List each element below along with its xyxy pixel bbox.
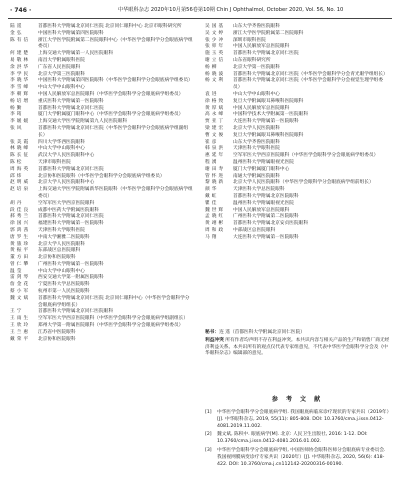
member-name: 吴 文 婷 bbox=[205, 30, 224, 36]
member-row bbox=[205, 167, 390, 174]
member-affiliation: 空军军医大学西京医院眼科（中华医学会眼科学分会眼底病学组副组长） bbox=[38, 316, 189, 322]
member-name: 戴 虹 bbox=[205, 193, 217, 199]
member-affiliation: 大连医科大学附属第一医院眼科 bbox=[233, 234, 299, 240]
member-affiliation: 中国人民解放军总医院眼科 bbox=[233, 105, 290, 111]
member-name: 陆 遥 bbox=[10, 24, 22, 29]
member-row bbox=[205, 221, 390, 228]
member-row bbox=[10, 38, 193, 52]
member-affiliation: 中国人民解放军总医院眼科 bbox=[233, 44, 290, 50]
page-number: · 746 · bbox=[10, 7, 32, 14]
member-affiliation: 广州医科大学附属第一医院眼科 bbox=[38, 261, 104, 267]
member-row bbox=[10, 126, 193, 140]
member-affiliation: 北京大学第三医院眼科 bbox=[38, 71, 85, 77]
member-affiliation: 复旦大学附属眼耳鼻喉科医院眼科 bbox=[233, 98, 304, 104]
member-affiliation: 北京大学人民医院眼科（中华医学会眼科学分会眼底病学组前组长） bbox=[233, 180, 374, 186]
reference-number: [3] bbox=[205, 447, 212, 453]
member-row bbox=[10, 119, 193, 126]
member-row bbox=[205, 24, 390, 31]
member-affiliation: 深圳市眼科医院 bbox=[233, 37, 266, 43]
member-name: 林 晓 峰 bbox=[10, 146, 29, 152]
member-name: 李 朝 辉 bbox=[10, 91, 29, 97]
member-row bbox=[205, 153, 390, 160]
member-row bbox=[205, 31, 390, 38]
member-name: 周 和 政 bbox=[205, 227, 224, 233]
member-affiliation: 首都医科大学附属北京同仁医院眼科 bbox=[38, 309, 114, 315]
member-name: 蔡 小 军 bbox=[10, 289, 29, 295]
member-name: 高 永 峰 bbox=[205, 112, 224, 118]
member-name: 黄 厚 斌 bbox=[205, 105, 224, 111]
member-affiliation: 重庆医科大学附属第一医院眼科 bbox=[38, 98, 104, 104]
member-name: 杨 柳 bbox=[205, 64, 217, 70]
member-row bbox=[205, 92, 390, 99]
member-row bbox=[205, 58, 390, 65]
member-affiliation: 首都医科大学附属北京同仁医院（中华医学会眼科学分会青光眼学组组长） bbox=[233, 71, 388, 77]
member-affiliation: 上海交通大学医学院附属新华医院眼科（中华医学会眼科学分会眼底病学组委员） bbox=[38, 187, 193, 199]
secretary-text: 连 遥（首都医科大学附属北京同仁医院） bbox=[219, 330, 305, 335]
member-affiliation: 首都医科大学附属北京同仁医院 北京同仁眼科中心（中华医学会眼科学分会眼底病学组组长） bbox=[38, 295, 190, 308]
member-name: 杨 文 利 bbox=[205, 78, 224, 84]
member-row bbox=[10, 187, 193, 201]
member-affiliation: 厦门大学附属厦门眼科中心（中华医学会眼科学分会眼底病学组委员） bbox=[38, 112, 184, 118]
member-row bbox=[10, 51, 193, 58]
member-row bbox=[10, 323, 193, 330]
member-name: 曹 文 俊 bbox=[205, 132, 224, 138]
member-name: 孟 晓 红 bbox=[205, 214, 224, 220]
member-row bbox=[10, 228, 193, 235]
member-affiliation: 浙江大学医学院附属第二医院眼科 bbox=[233, 30, 304, 36]
member-name: 张 美 霞 bbox=[10, 139, 29, 145]
member-affiliation: 中部战区总医院眼科 bbox=[233, 227, 276, 233]
member-name: 王 宁 bbox=[10, 309, 22, 315]
member-row bbox=[10, 296, 193, 310]
member-row bbox=[10, 289, 193, 296]
member-row bbox=[10, 221, 193, 228]
member-affiliation: 天津市眼科医院 bbox=[38, 159, 71, 165]
member-name: 温 莹 bbox=[10, 268, 22, 274]
member-row bbox=[205, 99, 390, 106]
member-row bbox=[205, 235, 390, 242]
reference-text: 中华医学会眼科学分会眼底病学组, 中国医师协会眼科医师分会眼底病专业委员会. 我国视网膜病变诊疗专家共识（2020年）[J]. 中华眼科杂志, 2020, 56(6): 418-422. DOI: 10.3760/cma.j.cn112142-20200316-00190. bbox=[217, 447, 386, 467]
member-affiliation: 温州医科大学附属眼视光医院 bbox=[233, 200, 294, 206]
member-name: 杨 培 增 bbox=[10, 98, 29, 104]
member-affiliation: 山东大学齐鲁医院眼科 bbox=[233, 139, 280, 145]
member-row bbox=[10, 92, 193, 99]
member-name: 黎 晓 新 bbox=[205, 180, 224, 186]
member-name: 袁 进 bbox=[205, 91, 217, 97]
member-name: 杨 晓 波 bbox=[205, 71, 224, 77]
member-row bbox=[10, 235, 193, 242]
conflict-text: 所有作者均声明不存在利益冲突。本共识内容与相关产品的生产和销售厂商无经济利益关系。本共识所有的观点仅代表专家组意见，不代表中华医学会眼科学分会及《中华眼科杂志》编辑部的意见。 bbox=[205, 337, 390, 357]
member-name: 谢 田 寿 bbox=[205, 166, 224, 172]
member-affiliation: 中山大学中山眼科中心 bbox=[38, 85, 85, 91]
member-name: 何 建 楚 bbox=[10, 51, 29, 57]
member-affiliation: 浙江大学医学院附属第二医院眼科中心（中华医学会眼科学分会眼底病学组委员） bbox=[38, 37, 193, 50]
member-name: 赵 培 泉 bbox=[10, 187, 29, 193]
committee-list-right bbox=[205, 24, 390, 242]
member-name: 张 风 bbox=[10, 125, 22, 131]
member-affiliation: 四川大学华西医院眼科 bbox=[38, 139, 85, 145]
journal-info: 中华眼科杂志 2020年10月第56卷第10期 Chin J Ophthalmol, October 2020, Vol. 56, No. 10 bbox=[118, 7, 344, 13]
member-name: 雷 剑 琴 bbox=[10, 275, 29, 281]
member-row bbox=[205, 201, 390, 208]
member-affiliation: 大连医科大学附属第一医院眼科 bbox=[233, 119, 299, 125]
member-name: 陈 松 bbox=[10, 159, 22, 165]
conflict-label: 利益冲突 bbox=[205, 337, 224, 343]
member-affiliation: 郑州大学第一附属医院眼科（中华医学会眼科学分会眼底病学组委员） bbox=[38, 323, 184, 329]
member-row bbox=[205, 78, 390, 92]
member-row bbox=[10, 330, 193, 337]
member-affiliation: 中国医科大学附属第四医院眼科 bbox=[38, 30, 104, 36]
member-affiliation: 山东省眼科研究所 bbox=[233, 57, 271, 63]
member-name: 魏 世 辉 bbox=[205, 207, 224, 213]
committee-list-left bbox=[10, 24, 193, 343]
member-name: 韩 泉 洪 bbox=[205, 146, 224, 152]
member-row bbox=[205, 126, 390, 133]
member-affiliation: 首都医科大学附属北京同仁医院（中华医学会眼科学分会视觉生理学组委员） bbox=[233, 78, 384, 91]
member-name: 黄 翊 彬 bbox=[205, 221, 224, 227]
member-affiliation: 首都医科大学附属北京同仁医院（中华医学会眼科学分会眼底病学组副组长） bbox=[38, 125, 189, 138]
reference-item bbox=[205, 410, 390, 430]
member-affiliation: 广州医科大学附属第二医院眼科 bbox=[233, 214, 299, 220]
member-name: 詹 金 花 bbox=[10, 282, 29, 288]
member-affiliation: 北京大学第一医院眼科 bbox=[233, 64, 280, 70]
member-name: 程 湧 bbox=[205, 159, 217, 165]
member-name: 黄 旅 珍 bbox=[10, 241, 29, 247]
member-name: 张 卯 年 bbox=[205, 44, 224, 50]
member-affiliation: 江苏省中医院眼科 bbox=[38, 329, 76, 335]
member-row bbox=[205, 160, 390, 167]
member-affiliation: 中山大学中山眼科中心 bbox=[233, 91, 280, 97]
member-name: 杨 勤 bbox=[10, 105, 22, 111]
member-name: 贾 亚 丁 bbox=[205, 119, 224, 125]
member-affiliation: 北京协和医院眼科 bbox=[38, 255, 76, 261]
member-affiliation: 中国科学技术大学附属第一医院眼科 bbox=[233, 112, 309, 118]
member-affiliation: 天津医科大学眼科医院 bbox=[233, 146, 280, 152]
member-name: 颜 华 bbox=[205, 187, 217, 193]
member-affiliation: 中国医科大学附属第四医院眼科（中华医学会眼科学分会眼底病学组委员） bbox=[38, 78, 193, 84]
member-name: 戴 荣 平 bbox=[10, 336, 29, 342]
member-row bbox=[10, 85, 193, 92]
member-row bbox=[10, 24, 193, 31]
member-affiliation: 成都中医药大学附属医院眼科 bbox=[38, 207, 99, 213]
member-affiliation: 首都医科大学附属北京医院眼科 bbox=[233, 193, 299, 199]
member-affiliation: 首都医科大学附属北京同仁医院 bbox=[233, 51, 299, 57]
member-name: 王 欣 玲 bbox=[10, 323, 29, 329]
member-affiliation: 福建医科大学附属第一医院眼科 bbox=[38, 221, 104, 227]
reference-text: 中华医学会眼科学分会眼底病学组. 我国眼底病临床诊疗现状的专家共识（2019年）[J]. 中华眼科杂志, 2019, 55(11): 805-808. DOI: 10.3760/cma.j.issn.0412-4081.2019.11.002. bbox=[217, 410, 389, 429]
member-affiliation: 南通大学附属医院眼科 bbox=[233, 173, 280, 179]
member-affiliation: 北京大学人民医院眼科 bbox=[233, 125, 280, 131]
member-name: 唐 罗 生 bbox=[10, 234, 29, 240]
member-name: 曾 仁 攀 bbox=[10, 261, 29, 267]
member-name: 马 翔 bbox=[205, 234, 217, 240]
member-row bbox=[205, 133, 390, 140]
member-affiliation: 广东省人民医院眼科 bbox=[38, 64, 81, 70]
member-name: 金 弘 bbox=[10, 30, 22, 36]
member-name: 易 敬 林 bbox=[10, 57, 29, 63]
member-affiliation: 中南大学湘雅二医院眼科 bbox=[38, 234, 90, 240]
member-name: 王 雨 生 bbox=[10, 316, 29, 322]
member-row bbox=[10, 201, 193, 208]
member-name: 陈 长 征 bbox=[10, 153, 29, 159]
member-row bbox=[205, 51, 390, 58]
member-name: 瞿 佳 bbox=[205, 200, 217, 206]
member-affiliation: 首都医科大学附属北京同仁医院 bbox=[38, 214, 104, 220]
member-name: 崔 彦 bbox=[205, 139, 217, 145]
member-affiliation: 西安交通大学第一附属医院眼科 bbox=[38, 275, 104, 281]
member-affiliation: 天津医科大学总医院眼科 bbox=[233, 187, 285, 193]
secretary-label: 秘书： bbox=[205, 330, 220, 335]
member-name: 李 媛 媛 bbox=[10, 119, 29, 125]
member-affiliation: 复旦大学附属眼耳鼻喉科医院眼科 bbox=[233, 132, 304, 138]
member-affiliation: 北京大学人民医院眼科 bbox=[38, 241, 85, 247]
member-affiliation: 首都医科大学附属北京安贞医院眼科 bbox=[233, 221, 309, 227]
member-affiliation: 空军军医大学西京医院眼科（中华医学会眼科学分会眼底病学组委员） bbox=[233, 153, 379, 159]
secretary-note bbox=[205, 330, 390, 337]
member-affiliation: 首都医科大学附属北京同仁医院 bbox=[38, 166, 104, 172]
member-name: 赵 明 威 bbox=[10, 180, 29, 186]
member-name: 李 雪 峰 bbox=[10, 85, 29, 91]
member-name: 管 怀 进 bbox=[205, 173, 224, 179]
member-affiliation: 厦门大学附属厦门眼科中心 bbox=[233, 166, 290, 172]
member-affiliation: 东部战区总医院眼科 bbox=[38, 248, 81, 254]
member-name: 徐 国 兴 bbox=[10, 221, 29, 227]
member-affiliation: 空军军医大学西京医院眼科 bbox=[38, 200, 95, 206]
member-name: 徐 格 致 bbox=[205, 98, 224, 104]
member-name: 郭 鸿 茜 bbox=[10, 227, 29, 233]
member-affiliation: 首都医科大学附属北京同仁医院 北京同仁眼科中心 北京市眼科研究所 bbox=[38, 24, 182, 29]
references-heading: 参 考 文 献 bbox=[271, 396, 324, 403]
member-name: 李 筠 bbox=[10, 112, 22, 118]
member-name: 郝 秀 兰 bbox=[10, 214, 29, 220]
member-name: 梁 建 宏 bbox=[205, 125, 224, 131]
reference-number: [1] bbox=[205, 410, 212, 415]
member-row bbox=[10, 167, 193, 174]
member-name: 余 洪 华 bbox=[10, 64, 29, 70]
member-name: 陈 有 信 bbox=[10, 37, 29, 43]
member-affiliation: 温州医科大学附属眼视光医院 bbox=[233, 159, 294, 165]
member-affiliation: 天津医科大学眼科医院 bbox=[38, 227, 85, 233]
member-row bbox=[10, 58, 193, 65]
member-row bbox=[10, 337, 193, 344]
member-name: 魏 文 斌 bbox=[10, 295, 29, 301]
reference-text: 魏文斌, 陈积中. 眼底病学[M]. 北京: 人民卫生出版社, 2016: 1-12. DOI: 10.3760/cma.j.issn.0412-4081.2016.01.002. bbox=[217, 432, 368, 445]
member-row bbox=[10, 99, 193, 106]
member-name: 惠 延 年 bbox=[205, 153, 224, 159]
member-name: 王 兰 惠 bbox=[10, 329, 29, 335]
member-name: 段 佳 良 bbox=[10, 207, 29, 213]
member-name: 周 海 英 bbox=[10, 166, 29, 172]
member-affiliation: 宁夏医科大学总医院眼科 bbox=[38, 282, 90, 288]
member-row bbox=[205, 119, 390, 126]
member-affiliation: 北京大学人民医院眼科中心 bbox=[38, 180, 95, 186]
page-header bbox=[8, 4, 392, 19]
member-affiliation: 南昌大学附属眼科医院 bbox=[38, 57, 85, 63]
member-affiliation: 上海交通大学医学院附属第九人民医院眼科 bbox=[38, 119, 128, 125]
member-affiliation: 首都医科大学附属北京同仁医院 bbox=[38, 105, 104, 111]
member-row bbox=[205, 187, 390, 194]
member-name: 黄 振 平 bbox=[10, 248, 29, 254]
member-affiliation: 武汉大学人民医院眼科中心 bbox=[38, 153, 95, 159]
member-row bbox=[10, 31, 193, 38]
notes-section bbox=[205, 330, 390, 359]
member-name: 邱 炜 bbox=[10, 173, 22, 179]
member-name: 董 方 田 bbox=[10, 255, 29, 261]
member-row bbox=[10, 65, 193, 72]
reference-number: [2] bbox=[205, 432, 212, 438]
reference-item bbox=[205, 432, 390, 446]
member-affiliation: 北京协和医院眼科（中华医学会眼科学分会眼底病学组委员） bbox=[38, 173, 165, 179]
member-affiliation: 山东大学齐鲁医院眼科 bbox=[233, 24, 280, 29]
member-row bbox=[205, 194, 390, 201]
member-row bbox=[10, 262, 193, 269]
member-row bbox=[205, 228, 390, 235]
member-name: 谢 立 信 bbox=[205, 57, 224, 63]
member-affiliation: 上海交通大学附属第一人民医院眼科 bbox=[38, 51, 114, 57]
conflict-declaration bbox=[205, 338, 390, 358]
references-list bbox=[205, 410, 390, 470]
member-name: 李 晓 华 bbox=[10, 78, 29, 84]
member-affiliation: 中国人民解放军总医院眼科（中华医学会眼科学分会眼底病学组委员） bbox=[38, 91, 184, 97]
member-affiliation: 杭州市第一人民医院眼科 bbox=[38, 289, 90, 295]
member-name: 施 玉 英 bbox=[205, 51, 224, 57]
member-affiliation: 中山大学中山眼科中心 bbox=[38, 268, 85, 274]
member-row bbox=[10, 255, 193, 262]
member-name: 吴 国 基 bbox=[205, 24, 224, 29]
member-name: 李 学 民 bbox=[10, 71, 29, 77]
reference-item bbox=[205, 448, 390, 468]
member-row bbox=[205, 65, 390, 72]
member-affiliation: 中山大学中山眼科中心 bbox=[38, 146, 85, 152]
member-affiliation: 北京协和医院眼科 bbox=[38, 336, 76, 342]
member-name: 张 少 冲 bbox=[205, 37, 224, 43]
member-row bbox=[10, 160, 193, 167]
member-name: 胡 丹 bbox=[10, 200, 22, 206]
member-row bbox=[10, 153, 193, 160]
member-affiliation: 中国人民解放军总医院眼科 bbox=[233, 207, 290, 213]
